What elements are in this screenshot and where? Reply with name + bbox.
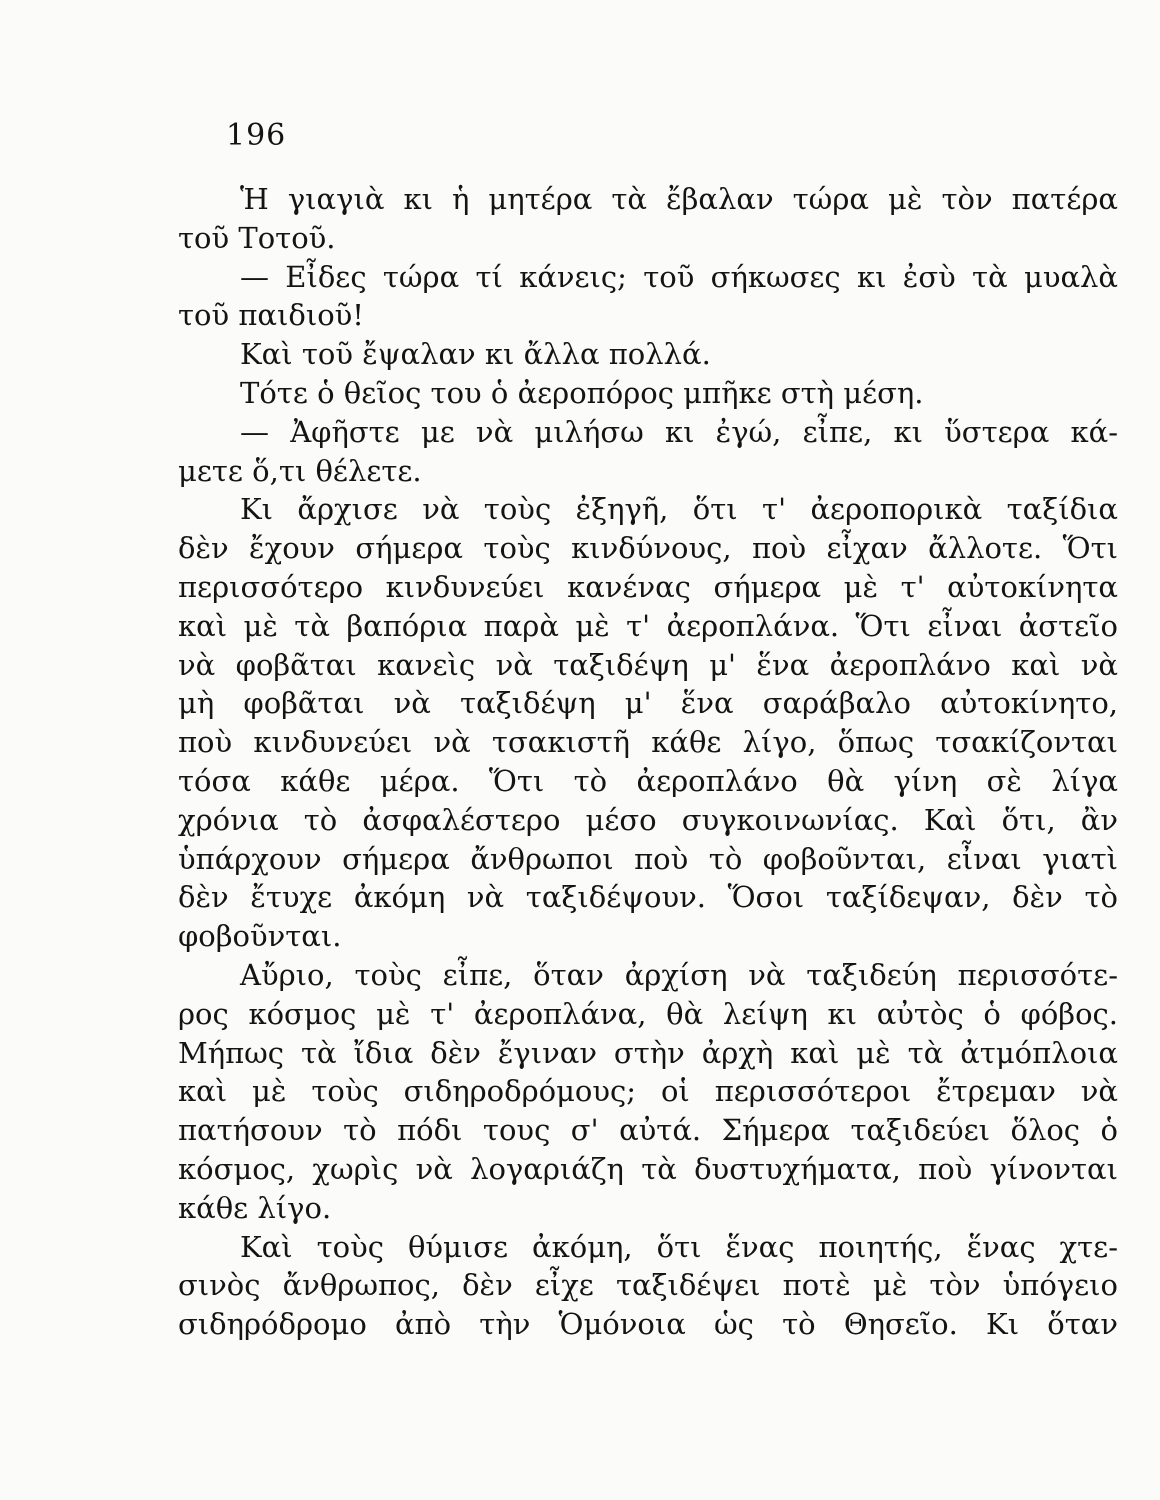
text-line: ὑπάρχουν σήμερα ἄνθρωποι ποὺ τὸ φοβοῦνται, εἶναι γιατὶ xyxy=(178,841,1118,876)
text-line: σιδηρόδρομο ἀπὸ τὴν Ὁμόνοια ὡς τὸ Θησεῖο. Κι ὅταν xyxy=(178,1307,1118,1342)
text-line: μετε ὅ,τι θέλετε. xyxy=(178,453,422,488)
text-line: Ἡ γιαγιὰ κι ἡ μητέρα τὰ ἔβαλαν τώρα μὲ τὸν πατέρα xyxy=(240,182,1118,216)
body-text xyxy=(178,180,1118,1344)
text-line: Καὶ τοὺς θύμισε ἀκόμη, ὅτι ἕνας ποιητής, ἕνας χτε- xyxy=(240,1229,1118,1264)
text-line: τόσα κάθε μέρα. Ὅτι τὸ ἀεροπλάνο θὰ γίνη σὲ λίγα xyxy=(178,763,1118,798)
text-line: Αὔριο, τοὺς εἶπε, ὅταν ἀρχίση νὰ ταξιδεύη περισσότε- xyxy=(240,957,1118,992)
text-line: πατήσουν τὸ πόδι τους σ' αὐτά. Σήμερα ταξιδεύει ὅλος ὁ xyxy=(178,1113,1118,1148)
text-line: Μήπως τὰ ἴδια δὲν ἔγιναν στὴν ἀρχὴ καὶ μὲ τὰ ἀτμόπλοια xyxy=(178,1035,1118,1070)
text-line: καὶ μὲ τὰ βαπόρια παρὰ μὲ τ' ἀεροπλάνα. Ὅτι εἶναι ἀστεῖο xyxy=(178,608,1118,643)
text-line: μὴ φοβᾶται νὰ ταξιδέψη μ' ἕνα σαράβαλο αὐτοκίνητο, xyxy=(178,686,1118,721)
page-number: 196 xyxy=(226,118,287,153)
text-line: κόσμος, χωρὶς νὰ λογαριάζη τὰ δυστυχήματα, ποὺ γίνονται xyxy=(178,1151,1118,1186)
text-line: νὰ φοβᾶται κανεὶς νὰ ταξιδέψη μ' ἕνα ἀεροπλάνο καὶ νὰ xyxy=(178,647,1118,682)
text-line: περισσότερο κινδυνεύει κανένας σήμερα μὲ τ' αὐτοκίνητα xyxy=(178,569,1118,604)
text-line: δὲν ἔτυχε ἀκόμη νὰ ταξιδέψουν. Ὅσοι ταξίδεψαν, δὲν τὸ xyxy=(178,880,1118,915)
text-line: — Εἶδες τώρα τί κάνεις; τοῦ σήκωσες κι ἐσὺ τὰ μυαλὰ xyxy=(240,259,1118,294)
text-line: δὲν ἔχουν σήμερα τοὺς κινδύνους, ποὺ εἶχαν ἄλλοτε. Ὅτι xyxy=(178,531,1118,566)
text-line: κάθε λίγο. xyxy=(178,1190,332,1225)
text-line: τοῦ Τοτοῦ. xyxy=(178,220,336,255)
text-line: Καὶ τοῦ ἔψαλαν κι ἄλλα πολλά. xyxy=(240,337,711,372)
text-line: σινὸς ἄνθρωπος, δὲν εἶχε ταξιδέψει ποτὲ μὲ τὸν ὑπόγειο xyxy=(178,1268,1118,1303)
text-line: τοῦ παιδιοῦ! xyxy=(178,298,364,333)
text-line: φοβοῦνται. xyxy=(178,919,342,954)
text-line: ποὺ κινδυνεύει νὰ τσακιστῆ κάθε λίγο, ὅπως τσακίζονται xyxy=(178,725,1118,760)
text-line: Τότε ὁ θεῖος του ὁ ἀεροπόρος μπῆκε στὴ μέση. xyxy=(240,375,924,410)
text-line: — Ἀφῆστε με νὰ μιλήσω κι ἐγώ, εἶπε, κι ὕστερα κά- xyxy=(240,414,1118,449)
text-line: Κι ἄρχισε νὰ τοὺς ἐξηγῆ, ὅτι τ' ἀεροπορικὰ ταξίδια xyxy=(240,492,1118,527)
text-line: χρόνια τὸ ἀσφαλέστερο μέσο συγκοινωνίας. Καὶ ὅτι, ἂν xyxy=(178,802,1118,837)
text-line: καὶ μὲ τοὺς σιδηροδρόμους; οἱ περισσότεροι ἔτρεμαν νὰ xyxy=(178,1074,1118,1109)
text-line: ρος κόσμος μὲ τ' ἀεροπλάνα, θὰ λείψη κι αὐτὸς ὁ φόβος. xyxy=(178,996,1118,1031)
